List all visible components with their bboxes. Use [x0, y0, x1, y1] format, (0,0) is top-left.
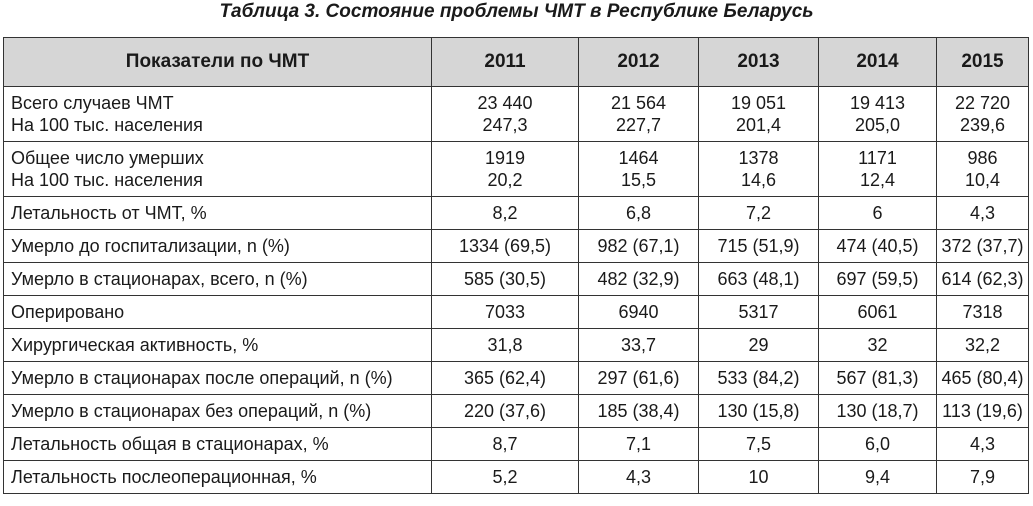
value-cell: 130 (15,8): [699, 395, 819, 428]
row-label: Летальность от ЧМТ, %: [4, 197, 432, 230]
value-cell: [937, 142, 1029, 197]
value-line: 1919: [484, 148, 526, 168]
value-cell: 7,9: [937, 461, 1029, 494]
header-year: 2012: [579, 38, 699, 87]
value-cell: 31,8: [432, 329, 579, 362]
value-line: 1378: [738, 148, 779, 168]
value-cell: 9,4: [819, 461, 937, 494]
value-cell: [699, 87, 819, 142]
header-year: 2013: [699, 38, 819, 87]
value-cell: [819, 87, 937, 142]
value-line: 1171: [858, 148, 897, 168]
value-line: 10,4: [964, 170, 1001, 190]
header-indicator: Показатели по ЧМТ: [4, 38, 432, 87]
value-cell: 5,2: [432, 461, 579, 494]
value-cell: 482 (32,9): [579, 263, 699, 296]
row-label-line: Всего случаев ЧМТ: [11, 93, 174, 113]
row-label-line: На 100 тыс. населения: [11, 170, 203, 190]
value-cell: 6,8: [579, 197, 699, 230]
value-cell: 365 (62,4): [432, 362, 579, 395]
value-cell: 4,3: [937, 197, 1029, 230]
header-year: 2011: [432, 38, 579, 87]
value-cell: 113 (19,6): [937, 395, 1029, 428]
value-cell: 4,3: [579, 461, 699, 494]
value-cell: 5317: [699, 296, 819, 329]
table-row: [4, 197, 1029, 230]
header-row: [4, 38, 1029, 87]
row-label: [4, 87, 432, 142]
value-cell: 32: [819, 329, 937, 362]
value-line: 247,3: [482, 115, 528, 135]
value-line: 19 413: [849, 93, 906, 113]
row-label: Умерло в стационарах после операций, n (%): [4, 362, 432, 395]
table-row: [4, 296, 1029, 329]
row-label: Умерло в стационарах, всего, n (%): [4, 263, 432, 296]
value-cell: 8,7: [432, 428, 579, 461]
value-cell: 297 (61,6): [579, 362, 699, 395]
row-label: Умерло до госпитализации, n (%): [4, 230, 432, 263]
header-year: 2015: [937, 38, 1029, 87]
table-row: [4, 329, 1029, 362]
table-row: [4, 428, 1029, 461]
value-cell: 663 (48,1): [699, 263, 819, 296]
row-label: Хирургическая активность, %: [4, 329, 432, 362]
value-cell: 585 (30,5): [432, 263, 579, 296]
row-label: Оперировано: [4, 296, 432, 329]
header-year: 2014: [819, 38, 937, 87]
value-cell: 10: [699, 461, 819, 494]
value-line: 20,2: [487, 170, 523, 190]
value-line: 201,4: [735, 115, 782, 135]
value-cell: [699, 142, 819, 197]
value-cell: 6,0: [819, 428, 937, 461]
value-cell: 185 (38,4): [579, 395, 699, 428]
value-cell: 220 (37,6): [432, 395, 579, 428]
value-line: 15,5: [620, 170, 657, 190]
value-cell: 6940: [579, 296, 699, 329]
value-cell: 533 (84,2): [699, 362, 819, 395]
value-cell: [819, 142, 937, 197]
value-line: 21 564: [610, 93, 667, 113]
value-cell: 32,2: [937, 329, 1029, 362]
value-cell: 372 (37,7): [937, 230, 1029, 263]
table-row: [4, 461, 1029, 494]
value-cell: 7,1: [579, 428, 699, 461]
value-cell: 474 (40,5): [819, 230, 937, 263]
value-line: 205,0: [854, 115, 901, 135]
row-label-line: Общее число умерших: [11, 148, 204, 168]
value-line: 12,4: [859, 170, 896, 190]
table-row: [4, 142, 1029, 197]
value-cell: 6061: [819, 296, 937, 329]
value-line: 1464: [618, 148, 659, 168]
value-cell: 130 (18,7): [819, 395, 937, 428]
value-line: 14,6: [740, 170, 777, 190]
row-label: [4, 142, 432, 197]
table-row: [4, 230, 1029, 263]
table-row: [4, 362, 1029, 395]
value-line: 22 720: [954, 93, 1011, 113]
value-cell: [937, 87, 1029, 142]
value-line: 986: [967, 148, 998, 168]
value-line: 227,7: [615, 115, 662, 135]
value-cell: 614 (62,3): [937, 263, 1029, 296]
row-label: Летальность послеоперационная, %: [4, 461, 432, 494]
value-line: 23 440: [477, 93, 533, 113]
value-cell: [432, 142, 579, 197]
tbi-statistics-table: [3, 37, 1029, 494]
row-label: Умерло в стационарах без операций, n (%): [4, 395, 432, 428]
value-cell: 715 (51,9): [699, 230, 819, 263]
table-caption: Таблица 3. Состояние проблемы ЧМТ в Республике Беларусь: [219, 1, 814, 22]
table-row: [4, 395, 1029, 428]
value-cell: 6: [819, 197, 937, 230]
value-cell: 982 (67,1): [579, 230, 699, 263]
value-line: 19 051: [730, 93, 787, 113]
value-cell: 7033: [432, 296, 579, 329]
value-cell: 7,2: [699, 197, 819, 230]
value-cell: 8,2: [432, 197, 579, 230]
value-cell: 465 (80,4): [937, 362, 1029, 395]
value-cell: 29: [699, 329, 819, 362]
value-cell: [432, 87, 579, 142]
value-cell: 7318: [937, 296, 1029, 329]
value-cell: 1334 (69,5): [432, 230, 579, 263]
table-row: [4, 263, 1029, 296]
value-cell: 567 (81,3): [819, 362, 937, 395]
row-label-line: На 100 тыс. населения: [11, 115, 203, 135]
value-cell: [579, 87, 699, 142]
row-label: Летальность общая в стационарах, %: [4, 428, 432, 461]
value-cell: 33,7: [579, 329, 699, 362]
value-line: 239,6: [959, 115, 1006, 135]
value-cell: 4,3: [937, 428, 1029, 461]
value-cell: 697 (59,5): [819, 263, 937, 296]
value-cell: [579, 142, 699, 197]
value-cell: 7,5: [699, 428, 819, 461]
table-row: [4, 87, 1029, 142]
